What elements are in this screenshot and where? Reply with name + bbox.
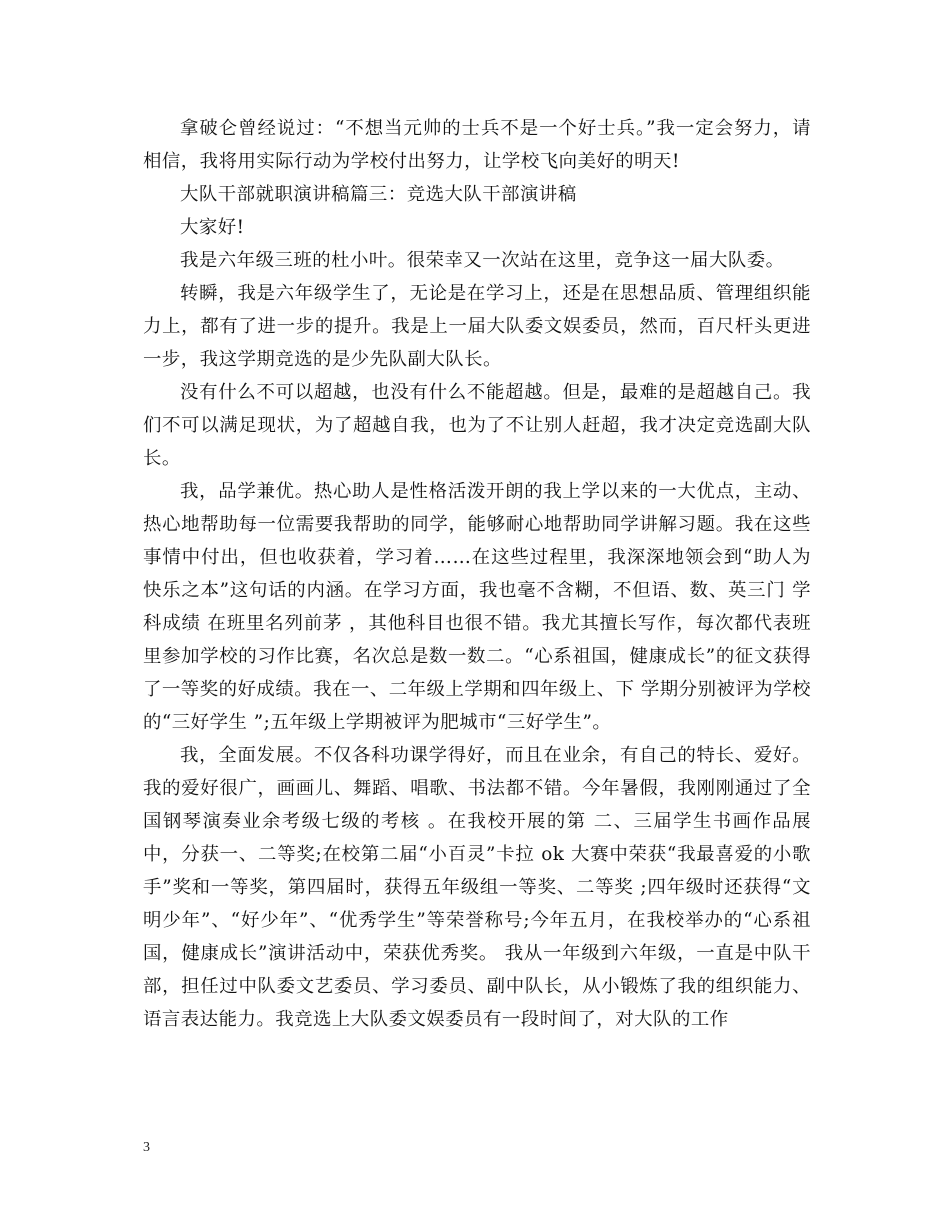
paragraph: 转瞬，我是六年级学生了，无论是在学习上，还是在思想品质、管理组织能力上，都有了进一步的提升。我是上一届大队委文娱委员，然而，百尺杆头更进一步，我这学期竞选的是少先队副大队长。: [143, 283, 811, 370]
paragraph: 我是六年级三班的杜小叶。很荣幸又一次站在这里，竞争这一届大队委。: [180, 250, 785, 271]
paragraph: 没有什么不可以超越，也没有什么不能超越。但是，最难的是超越自己。我们不可以满足现状，为了超越自我，也为了不让别人赶超，我才决定竞选副大队长。: [143, 382, 811, 469]
paragraph: 我，品学兼优。热心助人是性格活泼开朗的我上学以来的一大优点，主动、热心地帮助每一位需要我帮助的同学，能够耐心地帮助同学讲解习题。我在这些事情中付出，但也收获着，学习着……在这些过程里，我深深地领会到“助人为快乐之本”这句话的内涵。在学习方面，我也毫不含糊，不但语、数、英三门 学科成绩 在班里名列前茅 ，其他科目也很不错。我尤其擅长写作，每次都代表班里参加学校的习作比赛，名次总是数一数二。“心系祖国，健康成长”的征文获得了一等奖的好成绩。我在一、二年级上学期和四年级上、下 学期分别被评为学校的“三好学生 ”;五年级上学期被评为肥城市“三好学生”。: [143, 481, 811, 733]
section-heading: 大队干部就职演讲稿篇三：竞选大队干部演讲稿: [180, 184, 577, 205]
body-text: [143, 112, 811, 1036]
paragraph: 拿破仑曾经说过：“不想当元帅的士兵不是一个好士兵。”我一定会努力，请相信，我将用实际行动为学校付出努力，让学校飞向美好的明天!: [143, 118, 811, 172]
greeting: 大家好!: [180, 217, 245, 238]
page-number: 3: [143, 1140, 150, 1155]
paragraph: 我，全面发展。不仅各科功课学得好，而且在业余，有自己的特长、爱好。我的爱好很广，画画儿、舞蹈、唱歌、书法都不错。今年暑假，我刚刚通过了全国钢琴演奏业余考级七级的考核 。在我校开展的第 二、三届学生书画作品展中，分获一、二等奖;在校第二届“小百灵”卡拉 ok 大赛中荣获“我最喜爱的小歌手”奖和一等奖，第四届时，获得五年级组一等奖、二等奖 ;四年级时还获得“文明少年”、“好少年”、“优秀学生”等荣誉称号;今年五月，在我校举办的“心系祖国，健康成长”演讲活动中，荣获优秀奖。 我从一年级到六年级，一直是中队干部，担任过中队委文艺委员、学习委员、副中队长，从小锻炼了我的组织能力、语言表达能力。我竞选上大队委文娱委员有一段时间了，对大队的工作: [143, 745, 811, 1030]
